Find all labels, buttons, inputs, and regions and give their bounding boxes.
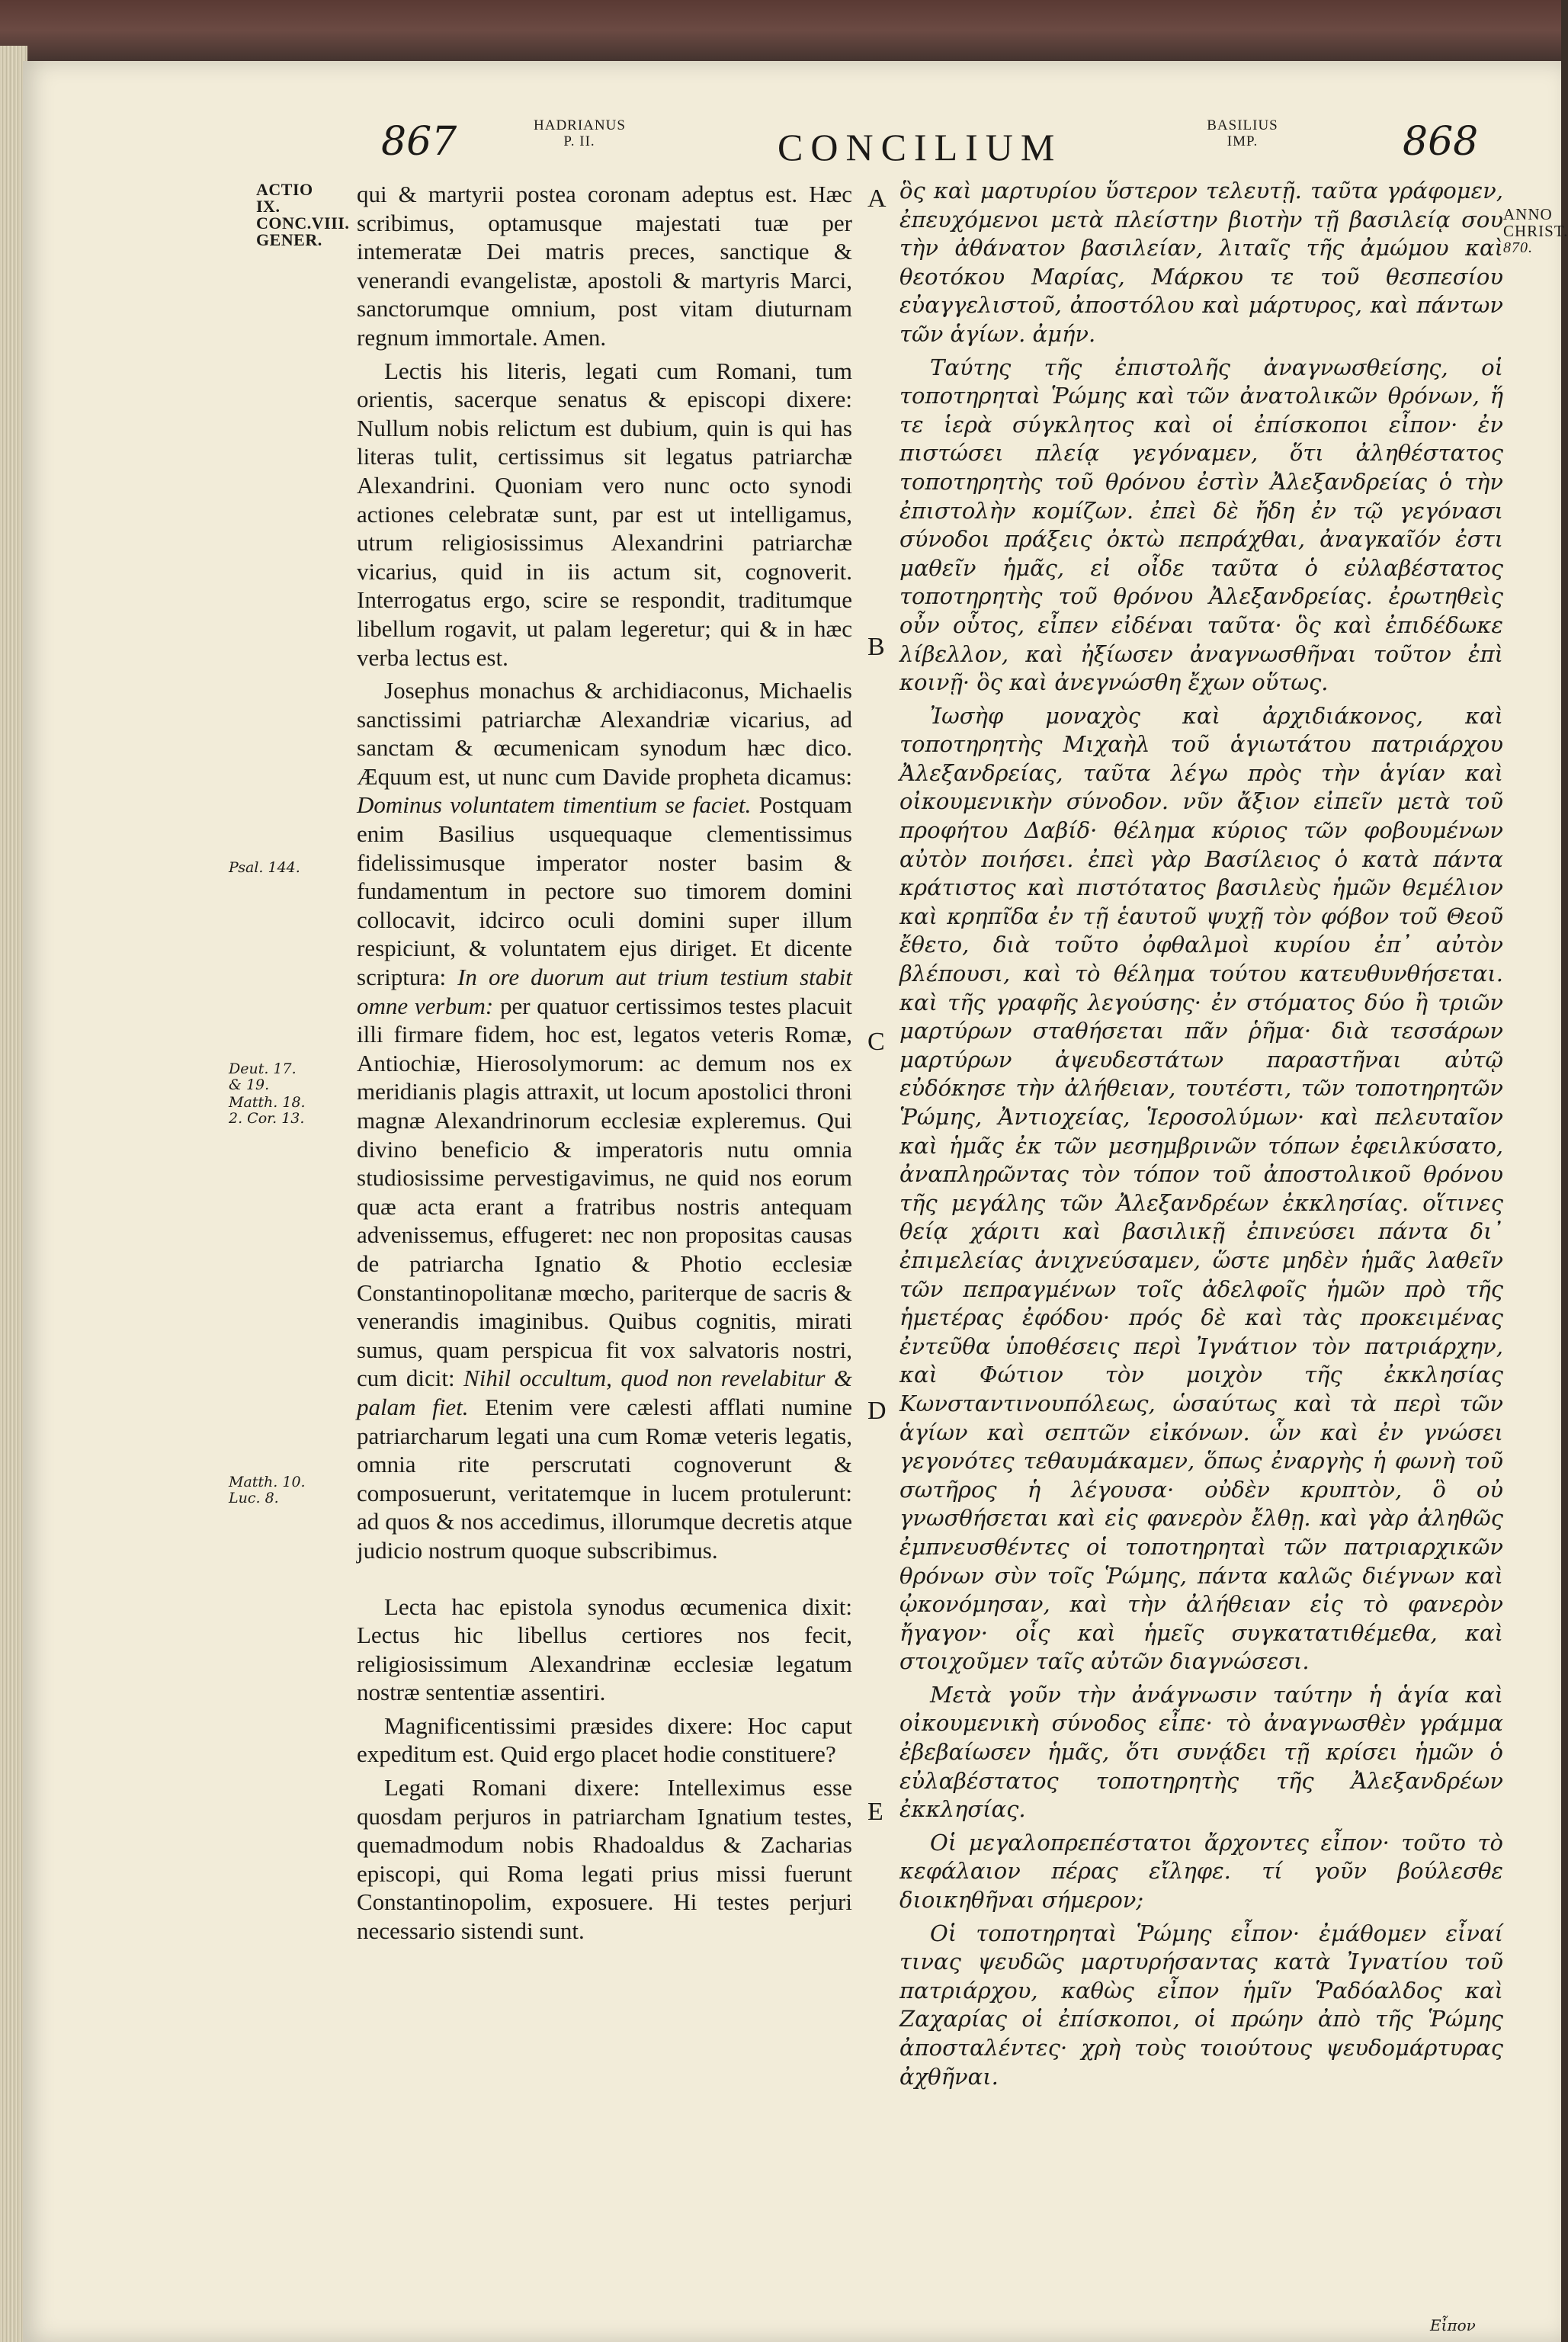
latin-paragraph: Magnificentissimi præsides dixere: Hoc caput expeditum est. Quid ergo placet hodie constituere?: [357, 1712, 852, 1768]
latin-paragraph: Legati Romani dixere: Intelleximus esse quosdam perjuros in patriarcham Ignatium testes, quemadmodum nobis Rhadoaldus & Zacharias episcopi, qui Roma legati prius missi fuerunt Constantinopolim, exposuere. Hi testes perjuri necessario sistendi sunt.: [357, 1774, 852, 1945]
catchword: Εἶπον: [1430, 2316, 1476, 2334]
greek-column: [899, 177, 1503, 2096]
scripture-quote: Dominus voluntatem timentium se faciet.: [357, 791, 752, 819]
greek-paragraph: Οἱ μεγαλοπρεπέστατοι ἄρχοντες εἶπον· τοῦτο τὸ κεφάλαιον πέρας εἴληφε. τί γοῦν βούλεσθε διοικηθῆναι σήμερον;: [899, 1829, 1503, 1914]
book-page: [23, 61, 1568, 2342]
running-head-left-line2: P. II.: [563, 133, 595, 149]
margin-ref-deut: [229, 1061, 335, 1093]
section-letter-a: A: [867, 184, 887, 213]
margin-note-line: CHRIST.: [1503, 222, 1568, 240]
running-head-left-line1: HADRIANUS: [534, 117, 626, 133]
margin-ref-psalm: [229, 860, 335, 876]
page-title: CONCILIUM: [778, 126, 1063, 168]
margin-note-line: GENER.: [256, 230, 322, 249]
margin-ref-line: Psal. 144.: [229, 859, 300, 876]
latin-paragraph: qui & martyrii postea coronam adeptus est. Hæc scribimus, optamusque majestati tuæ per intemeratæ Dei matris preces, sanctique & venerandi evangelistæ, apostoli & martyris Marci, sanctorumque omnium, post vitam diuturnam regnum immortale. Amen.: [357, 181, 852, 351]
greek-paragraph: Ταύτης τῆς ἐπιστολῆς ἀναγνωσθείσης, οἱ τοποτηρηταὶ Ῥώμης καὶ τῶν ἀνατολικῶν θρόνων, ἥ τε ἱερὰ σύγκλητος καὶ οἱ ἐπίσκοποι εἶπον· ἐν πιστώσει πλείᾳ γεγόναμεν, ὅτι ἀληθέστατος τοποτηρητὴς τοῦ θρόνου ἐστὶν Ἀλεξανδρείας ὁ τὴν ἐπιστολὴν κομίζων. ἐπεὶ δὲ ἤδη ἐν τῷ γεγόνασι σύνοδοι πράξεις ὀκτὼ πεπράχθαι, ἀναγκαῖόν ἐστι μαθεῖν ἡμᾶς, εἰ οἶδε ταῦτα ὁ εὐλαβέστατος τοποτηρητὴς τοῦ θρόνου Ἀλεξανδρείας. ἐρωτηθεὶς οὖν οὗτος, εἶπεν εἰδέναι ταῦτα· ὃς καὶ ἐπιδέδωκε λίβελλον, καὶ ἠξίωσεν ἀναγνωσθῆναι τοῦτον ἐπὶ κοινῇ· ὃς καὶ ἀνεγνώσθη ἔχων οὕτως.: [899, 354, 1503, 696]
running-head-right: [1197, 117, 1288, 149]
section-letter-d: D: [867, 1397, 887, 1425]
scripture-quote: In ore duorum aut trium testium stabit omne verbum:: [357, 964, 852, 1019]
margin-note-line: ACTIO IX.: [256, 180, 313, 216]
section-letter-e: E: [867, 1798, 883, 1826]
margin-ref-matth: [229, 1095, 335, 1127]
margin-note-anno: [1503, 205, 1568, 256]
margin-ref-matth-luc: [229, 1474, 335, 1506]
margin-ref-line: 2. Cor. 13.: [229, 1110, 305, 1127]
running-head-left: [534, 117, 625, 149]
scripture-quote: Nihil occultum, quod non revelabitur & palam fiet.: [357, 1365, 852, 1420]
section-letter-b: B: [867, 633, 885, 661]
margin-ref-line: Deut. 17.: [229, 1060, 297, 1077]
margin-note-year: 870.: [1503, 239, 1533, 256]
page-number-right: 868: [1403, 119, 1479, 165]
greek-paragraph: Οἱ τοποτηρηταὶ Ῥώμης εἶπον· ἐμάθομεν εἶναί τινας ψευδῶς μαρτυρήσαντας κατὰ Ἰγνατίου τοῦ πατριάρχου, καθὼς εἶπον ἡμῖν Ῥαδόαλδος καὶ Ζαχαρίας οἱ ἐπίσκοποι, οἱ πρώην ἀπὸ τῆς Ῥώμης ἀποσταλέντες· χρὴ τοὺς τοιούτους ψευδομάρτυρας ἀχθῆναι.: [899, 1920, 1503, 2090]
margin-ref-line: Matth. 10.: [229, 1474, 306, 1490]
latin-text: per quatuor certissimos testes placuit illi firmare fidem, hoc est, legatos veteris Romæ, Antiochiæ, Hierosolymorum: ac demum nos ex meridianis plagis attraxit, ut locum apostolici throni magnæ Alexandrinorum ecclesiæ expleremus. Qui divino beneficio & imperatoris nutu omnia studiosissime pervestigavimus, ne quid nos eorum quæ acta erant a fratribus nostris antequam advenissemus, effugeret: nec non propositas causas de patriarcha Ignatio & Photio ecclesiæ Constantinopolitanæ mœcho, pariterque de sacris & venerandis imaginibus. Quibus cognitis, mirati sumus, quam perspicua fit vox salvatoris nostri, cum dicit:: [357, 992, 852, 1392]
margin-ref-line: Matth. 18.: [229, 1094, 306, 1111]
margin-ref-line: Luc. 8.: [229, 1490, 279, 1506]
margin-note-line: CONC.VIII.: [256, 213, 350, 233]
greek-paragraph: ὃς καὶ μαρτυρίου ὕστερον τελευτῇ. ταῦτα γράφομεν, ἐπευχόμενοι μετὰ πλείστην βιοτὴν τῇ βασιλείᾳ σου τὴν ἀθάνατον βασιλείαν, λιταῖς τῆς ἀμώμου καὶ θεοτόκου Μαρίας, Μάρκου τε τοῦ θεσπεσίου εὐαγγελιστοῦ, ἀποστόλου καὶ μάρτυρος, καὶ πάντων τῶν ἁγίων. ἀμήν.: [899, 178, 1503, 347]
running-head-right-line1: BASILIUS: [1207, 117, 1278, 133]
latin-text: Josephus monachus & archidiaconus, Michaelis sanctissimi patriarchæ Alexandriæ vicarius, ad sanctam & œcumenicam synodum hæc dico. Æquum est, ut nunc cum Davide propheta dicamus:: [357, 677, 852, 790]
margin-note-line: ANNO: [1503, 205, 1553, 223]
margin-note-actio: [256, 180, 350, 249]
section-letter-c: C: [867, 1028, 885, 1056]
running-head-right-line2: IMP.: [1227, 133, 1259, 149]
latin-paragraph: [357, 676, 852, 1564]
greek-paragraph: Ἰωσὴφ μοναχὸς καὶ ἀρχιδιάκονος, καὶ τοποτηρητὴς Μιχαὴλ τοῦ ἁγιωτάτου πατριάρχου Ἀλεξανδρείας, ταῦτα λέγω πρὸς τὴν ἁγίαν καὶ οἰκουμενικὴν σύνοδον. νῦν ἄξιον εἰπεῖν μετὰ τοῦ προφήτου Δαβίδ· θέλημα κύριος τῶν φοβουμένων αὐτὸν ποιήσει. ἐπεὶ γὰρ Βασίλειος ὁ κατὰ πάντα κράτιστος καὶ πιστότατος βασιλεὺς ἡμῶν θεμέλιον καὶ κρηπῖδα ἐν τῇ ἑαυτοῦ ψυχῇ τὸν φόβον τοῦ Θεοῦ ἔθετο, διὰ τοῦτο ὀφθαλμοὶ κυρίου ἐπ᾽ αὐτὸν βλέπουσι, καὶ τὸ θέλημα τούτου κατευθυνθήσεται. καὶ τῆς γραφῆς λεγούσης· ἐν στόματος δύο ἢ τριῶν μαρτύρων σταθήσεται πᾶν ῥῆμα· διὰ τεσσάρων μαρτύρων ἀψευδεστάτων παραστῆναι αὐτῷ εὐδόκησε τὴν ἀλήθειαν, τουτέστι, τῶν τοποτηρητῶν Ῥώμης, Ἀντιοχείας, Ἱεροσολύμων· καὶ πελευταῖον καὶ ἡμᾶς ἐκ τῶν μεσημβρινῶν τόπων ἐφειλκύσατο, ἀναπληρῶντας τὸν τόπον τοῦ ἀποστολικοῦ θρόνου τῆς μεγάλης τῶν Ἀλεξανδρέων ἐκκλησίας. οἵτινες θείᾳ χάριτι καὶ βασιλικῇ ἐπινεύσει πάντα δι᾽ ἐπιμελείας ἀνιχνεύσαμεν, ὥστε μηδὲν ἡμᾶς λαθεῖν τῶν πεπραγμένων τοῖς ἀδελφοῖς ἡμῶν πρὸ τῆς ἡμετέρας ἐφόδου· πρός δὲ καὶ τὰς προκειμένας ἐντεῦθα ὑποθέσεις περὶ Ἰγνάτιον τὸν πατριάρχην, καὶ Φώτιον τὸν μοιχὸν τῆς ἐκκλησίας Κωνσταντινουπόλεως, ὡσαύτως καὶ τὰ περὶ τῶν ἁγίων καὶ σεπτῶν εἰκόνων. ὧν καὶ ἐν γνώσει γεγονότες τεθαυμάκαμεν, ὅπως ἐναργὴς ἡ φωνὴ τοῦ σωτῆρος ἡ λέγουσα· οὐδὲν κρυπτὸν, ὃ οὐ γνωσθήσεται καὶ εἰς φανερὸν ἔλθῃ. καὶ γὰρ ἀληθῶς ἐμπνευσθέντες οἱ τοποτηρηταὶ τῶν πατριαρχικῶν θρόνων σὺν τοῖς Ῥώμης, πάντα καλῶς διέγνων καὶ ᾠκονόμησαν, καὶ τὴν ἀλήθειαν εἰς τὸ φανερὸν ἤγαγον· οἷς καὶ ἡμεῖς συγκατατιθέμεθα, καὶ στοιχοῦμεν ταῖς αὐτῶν διαγνώσεσι.: [899, 702, 1503, 1675]
margin-ref-line: & 19.: [229, 1076, 270, 1093]
latin-paragraph: Lecta hac epistola synodus œcumenica dixit: Lectus hic libellus certiores nos fecit, religiosissimum Alexandrinæ ecclesiæ legatum nostræ sententiæ assentiri.: [357, 1593, 852, 1706]
latin-column: [357, 180, 852, 1950]
greek-paragraph: Μετὰ γοῦν τὴν ἀνάγνωσιν ταύτην ἡ ἁγία καὶ οἰκουμενικὴ σύνοδος εἶπε· τὸ ἀναγνωσθὲν γράμμα ἐβεβαίωσεν ἡμᾶς, ὅτι συνᾴδει τῇ κρίσει ἡμῶν ὁ εὐλαβέστατος τοποτηρητὴς τῆς Ἀλεξανδρέων ἐκκλησίας.: [899, 1681, 1503, 1823]
latin-text: Postquam enim Basilius usquequaque clementissimus fidelissimusque imperator noster basim & fundamentum in pectore suo timorem domini collocavit, idcirco oculi domini super illum respiciunt, & voluntatem ejus diriget. Et dicente scriptura:: [357, 791, 852, 991]
latin-text: Etenim vere cælesti afflati numine patriarcharum legati una cum Romæ veteris legatis, omnia rite perscrutati cognoverunt & composuerunt, veritatemque in lucem protulerunt: ad quos & nos accedimus, illorumque decretis atque judicio nostrum quoque subscribimus.: [357, 1393, 852, 1564]
page-number-left: 867: [381, 119, 457, 165]
latin-paragraph: Lectis his literis, legati cum Romani, tum orientis, sacerque senatus & episcopi dixere: Nullum nobis relictum est dubium, quin is qui has literas tulit, certissimus sit legatus patriarchæ Alexandrini. Quoniam vero nunc octo synodi actiones celebratæ sunt, par est ut intelligamus, utrum religiosissimus Alexandrini patriarchæ vicarius, quid in iis actum sit, cognoverit. Interrogatus ergo, scire se respondit, traditumque libellum rogavit, ut palam legeretur; qui & in hæc verba lectus est.: [357, 357, 852, 671]
